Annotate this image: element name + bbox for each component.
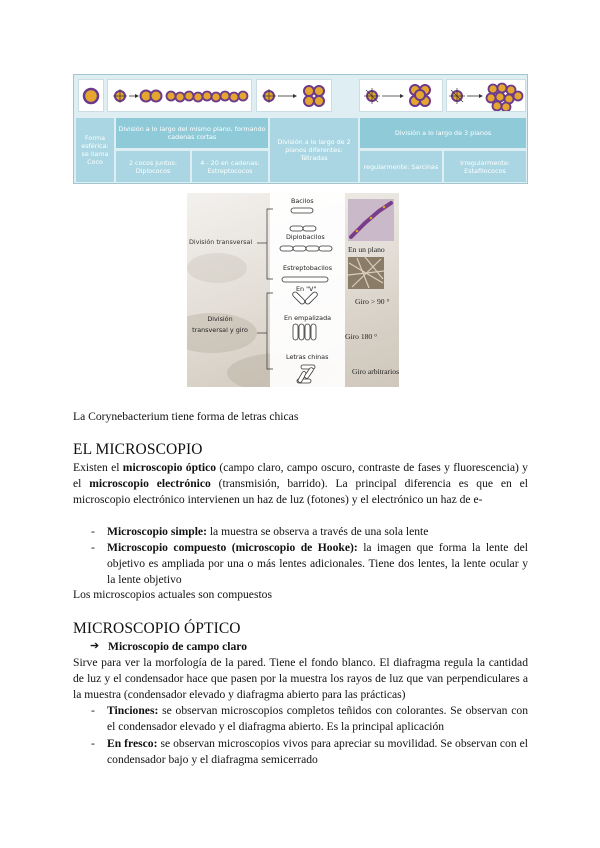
label-en-empalizada: En empalizada bbox=[284, 314, 332, 322]
list-item-label: Tinciones: bbox=[107, 704, 159, 717]
label-letras-chinas: Letras chinas bbox=[286, 353, 329, 361]
list-item-fresco bbox=[107, 736, 528, 768]
intro-text: (transmisión, barrido). La principal diferencia es que en el microscopio electrónico intervienen un haz de luz (fotones) y el electrónico un haz de e- bbox=[73, 476, 529, 506]
section-heading-optico: MICROSCOPIO ÓPTICO bbox=[73, 620, 241, 637]
cocci-pictures-row bbox=[74, 75, 527, 115]
label-giro-90: Giro > 90 ° bbox=[355, 297, 390, 306]
cell-sarcinas: regularmente: Sarcinas bbox=[360, 151, 442, 182]
label-giro-180: Giro 180 ° bbox=[345, 332, 378, 341]
label-en-un-plano: En un plano bbox=[348, 245, 385, 254]
list-item-label: Microscopio simple: bbox=[107, 525, 207, 538]
list-item-simple bbox=[107, 524, 528, 540]
chain-picture bbox=[107, 79, 252, 112]
cell-forma: Forma esférica: se llama Coco bbox=[76, 118, 114, 182]
staphylococcus-illustration bbox=[447, 80, 525, 111]
cell-estreptococos: 4 - 20 en cadenas: Estreptococos bbox=[192, 151, 268, 182]
list-item-label: Microscopio compuesto (microscopio de Hooke): bbox=[107, 541, 358, 554]
list-item-label: En fresco: bbox=[107, 737, 158, 750]
conclusion-text: Los microscopios actuales son compuestos bbox=[73, 588, 272, 601]
bullet-dash: - bbox=[91, 737, 95, 750]
label-giro-arbitrarios: Giro arbitrarios bbox=[352, 367, 399, 376]
figure-caption: La Corynebacterium tiene forma de letras chicas bbox=[73, 410, 299, 423]
bullet-dash: - bbox=[91, 704, 95, 717]
list-item-text: se observan microscopios vivos para apreciar su movilidad. Se observan con el condensador bajo y el diafragma semicerrado bbox=[107, 737, 528, 766]
coccus-picture bbox=[78, 79, 104, 112]
list-item-text: la imagen que forma la lente del objetivo es ampliada por una o más lentes adicionales. Tiene dos lentes, la lente ocular y la lente objetivo bbox=[107, 541, 528, 586]
label-division-transversal-giro: División transversal y giro bbox=[192, 315, 248, 334]
label-estreptobacilos: Estreptobacilos bbox=[283, 264, 333, 272]
label-en-v: En "V" bbox=[296, 285, 317, 293]
tetrad-illustration bbox=[257, 80, 331, 111]
bullet-dash: - bbox=[91, 541, 95, 554]
list-item-compuesto bbox=[107, 540, 528, 587]
chain-illustration bbox=[108, 80, 251, 111]
section-heading-microscopio: EL MICROSCOPIO bbox=[73, 441, 203, 458]
label-bacilos: Bacilos bbox=[291, 197, 314, 205]
arrow-icon: ➔ bbox=[90, 640, 100, 652]
cell-diplococos: 2 cocos juntos: Diplococos bbox=[116, 151, 190, 182]
intro-paragraph bbox=[73, 460, 528, 507]
intro-bold-optico: microscopio óptico bbox=[122, 461, 217, 474]
coccus-illustration bbox=[79, 80, 103, 111]
intro-text: (campo claro, campo oscuro, contraste de fases y fluorescencia) y el bbox=[73, 461, 528, 490]
list-item-tinciones bbox=[107, 703, 528, 735]
subheading-campo-claro: Microscopio de campo claro bbox=[108, 640, 247, 653]
list-item-text: la muestra se observa a través de una sola lente bbox=[206, 525, 429, 538]
list-item-text: se observan microscopios completos teñidos con colorantes. Se observan con el condensador elevado y el diafragma abierto. Es la principal aplicación bbox=[107, 704, 528, 733]
label-division-transversal: División transversal bbox=[189, 238, 253, 246]
intro-text: Existen el bbox=[73, 461, 123, 474]
label-diplobacilos: Diplobacilos bbox=[286, 233, 325, 241]
cell-estafilococos: irregularmente: Estafilococos bbox=[444, 151, 526, 182]
sarcina-picture bbox=[359, 79, 443, 112]
sarcina-illustration bbox=[360, 80, 442, 111]
cocci-diagram bbox=[73, 74, 528, 184]
cell-div-mismo-plano: División a lo largo del mismo plano, formando cadenas cortas bbox=[116, 118, 268, 148]
cell-div-tres-planos: División a lo largo de 3 planos bbox=[360, 118, 526, 148]
intro-bold-electronico: microscopio electrónico bbox=[89, 476, 211, 490]
tetrad-picture bbox=[256, 79, 332, 112]
cell-div-dos-planos: División a lo largo de 2 planos diferentes: Tétradas bbox=[270, 118, 358, 182]
staphylococcus-picture bbox=[446, 79, 526, 112]
bullet-dash: - bbox=[91, 525, 95, 538]
campo-claro-paragraph: Sirve para ver la morfología de la pared. Tiene el fondo blanco. El diafragma regula la cantidad de luz y el condensador hace que pasen por la muestra los rayos de luz que van perpendiculares a la muestra (condensador elevado y diafragma abierto para las prácticas) bbox=[73, 656, 528, 701]
bacilli-diagram bbox=[187, 193, 399, 387]
